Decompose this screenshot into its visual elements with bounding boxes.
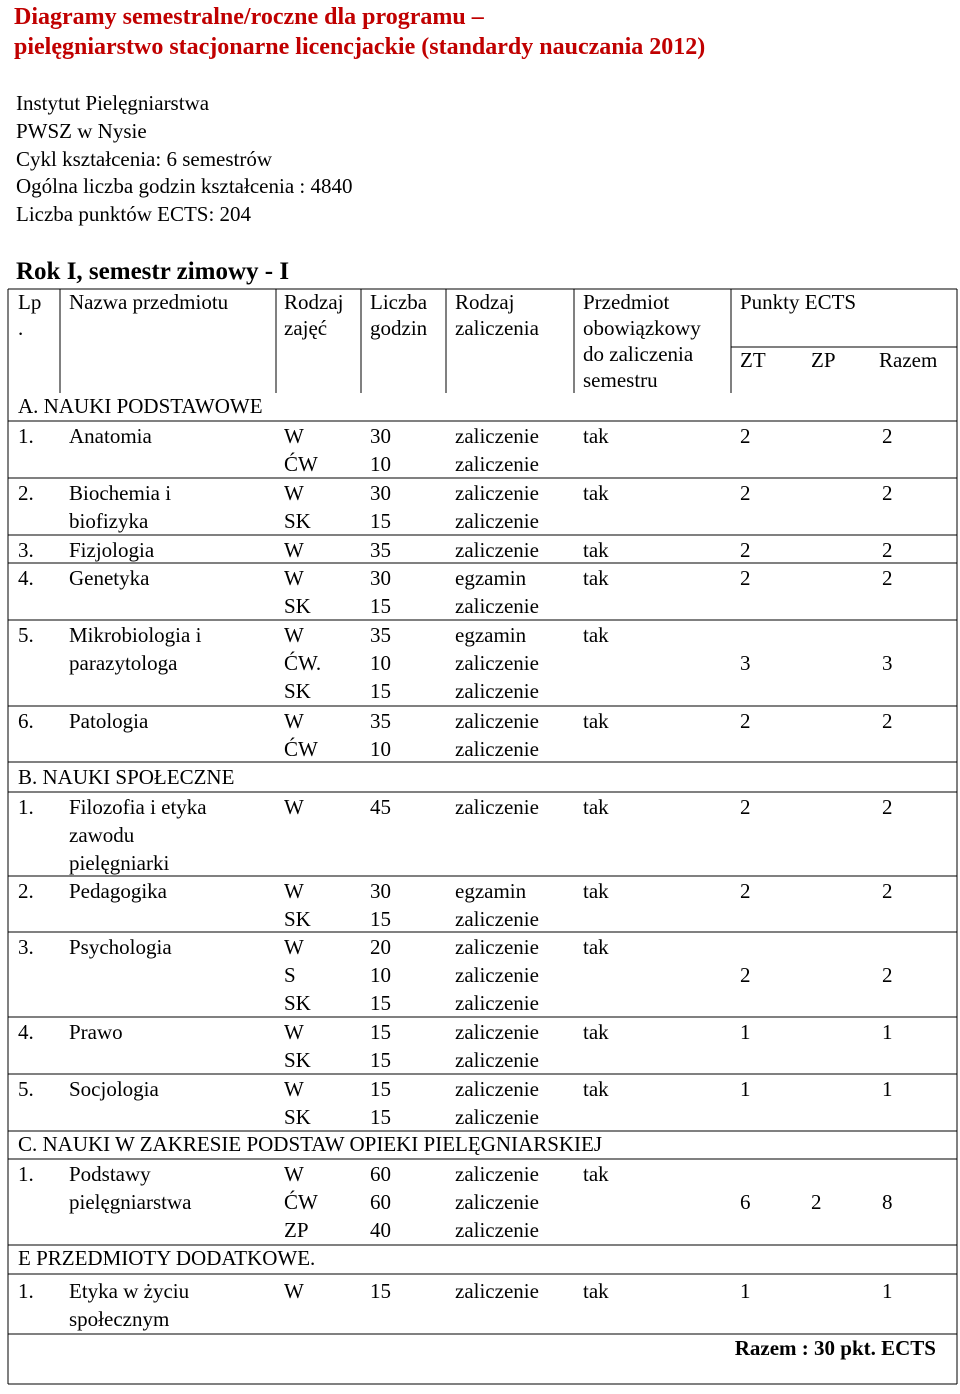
class-type: W <box>284 538 304 562</box>
row-lp: 6. <box>18 709 34 733</box>
subject-name: Anatomia <box>69 424 152 448</box>
hours-value: 60 <box>370 1189 391 1214</box>
ects-zt: 2 <box>740 709 751 733</box>
mandatory-value: tak <box>583 424 609 448</box>
credit-type: zaliczenie <box>455 1217 539 1242</box>
semester-heading: Rok I, semestr zimowy - I <box>16 258 290 285</box>
ects-razem: 8 <box>882 1189 893 1214</box>
ects-razem: 1 <box>882 1020 893 1044</box>
ects-razem: 2 <box>882 879 893 903</box>
class-type: W <box>284 795 304 819</box>
hours-value: 15 <box>370 593 391 618</box>
subject-name: biofizyka <box>69 508 149 533</box>
hours-value: 10 <box>370 736 391 761</box>
info-cycle: Cykl kształcenia: 6 semestrów <box>16 146 273 171</box>
ects-razem: 2 <box>882 709 893 733</box>
ects-zt: 2 <box>740 481 751 505</box>
header-razem: Razem <box>879 348 938 372</box>
ects-razem: 2 <box>882 795 893 819</box>
title-line-2: pielęgniarstwo stacjonarne licencjackie (standardy nauczania 2012) <box>14 34 706 60</box>
class-type: SK <box>284 593 311 618</box>
credit-type: zaliczenie <box>455 795 539 819</box>
header-type: zajęć <box>284 316 328 340</box>
row-lp: 1. <box>18 424 34 448</box>
mandatory-value: tak <box>583 623 609 647</box>
class-type: SK <box>284 990 311 1015</box>
ects-razem: 1 <box>882 1279 893 1303</box>
class-type: W <box>284 1077 304 1101</box>
hours-value: 15 <box>370 990 391 1015</box>
subject-name: społecznym <box>69 1306 170 1331</box>
header-mandatory: Przedmiot <box>583 290 670 314</box>
credit-type: zaliczenie <box>455 935 539 959</box>
mandatory-value: tak <box>583 538 609 562</box>
row-lp: 2. <box>18 879 34 903</box>
class-type: W <box>284 481 304 505</box>
ects-zp: 2 <box>811 1189 822 1214</box>
subject-name: Prawo <box>69 1020 123 1044</box>
header-lp: Lp <box>18 290 42 314</box>
credit-type: egzamin <box>455 879 527 903</box>
credit-type: zaliczenie <box>455 678 539 703</box>
subject-name: Fizjologia <box>69 538 155 562</box>
credit-type: zaliczenie <box>455 508 539 533</box>
hours-value: 20 <box>370 935 391 959</box>
ects-zt: 3 <box>740 650 751 675</box>
info-institute: Instytut Pielęgniarstwa <box>16 91 210 115</box>
mandatory-value: tak <box>583 709 609 733</box>
class-type: SK <box>284 1104 311 1129</box>
row-lp: 4. <box>18 566 34 590</box>
row-lp: 5. <box>18 1077 34 1101</box>
hours-value: 35 <box>370 623 391 647</box>
hours-value: 10 <box>370 962 391 987</box>
hours-value: 40 <box>370 1217 391 1242</box>
class-type: SK <box>284 678 311 703</box>
mandatory-value: tak <box>583 879 609 903</box>
ects-zt: 6 <box>740 1189 751 1214</box>
subject-name: Biochemia i <box>69 481 172 505</box>
class-type: ĆW <box>284 1189 318 1214</box>
mandatory-value: tak <box>583 481 609 505</box>
row-lp: 1. <box>18 795 34 819</box>
section-heading: A. NAUKI PODSTAWOWE <box>18 394 263 418</box>
ects-razem: 2 <box>882 424 893 448</box>
header-hours: Liczba <box>370 290 428 314</box>
ects-zt: 2 <box>740 424 751 448</box>
class-type: W <box>284 424 304 448</box>
class-type: ĆW <box>284 736 318 761</box>
class-type: W <box>284 566 304 590</box>
credit-type: zaliczenie <box>455 990 539 1015</box>
class-type: W <box>284 935 304 959</box>
row-lp: 2. <box>18 481 34 505</box>
row-lp: 5. <box>18 623 34 647</box>
ects-zt: 1 <box>740 1077 751 1101</box>
hours-value: 15 <box>370 1279 391 1303</box>
hours-value: 35 <box>370 709 391 733</box>
subject-name: Pedagogika <box>69 879 167 903</box>
subject-name: Psychologia <box>69 935 172 959</box>
class-type: W <box>284 1279 304 1303</box>
credit-type: zaliczenie <box>455 451 539 476</box>
info-ects: Liczba punktów ECTS: 204 <box>16 202 252 227</box>
class-type: SK <box>284 906 311 931</box>
credit-type: zaliczenie <box>455 481 539 505</box>
info-total-hours: Ogólna liczba godzin kształcenia : 4840 <box>16 174 353 199</box>
ects-razem: 2 <box>882 538 893 562</box>
header-ects: Punkty ECTS <box>740 290 857 314</box>
hours-value: 15 <box>370 1104 391 1129</box>
subject-name: Patologia <box>69 709 149 733</box>
section-heading: E PRZEDMIOTY DODATKOWE. <box>18 1246 316 1270</box>
credit-type: zaliczenie <box>455 1162 539 1186</box>
class-type: ZP <box>284 1217 309 1242</box>
class-type: ĆW <box>284 451 318 476</box>
hours-value: 30 <box>370 481 391 505</box>
header-mandatory: semestru <box>583 368 658 392</box>
class-type: W <box>284 879 304 903</box>
class-type: W <box>284 709 304 733</box>
header-hours: godzin <box>370 316 428 340</box>
ects-zt: 2 <box>740 962 751 987</box>
ects-total: Razem : 30 pkt. ECTS <box>734 1336 936 1360</box>
header-zp: ZP <box>811 348 836 372</box>
ects-zt: 1 <box>740 1279 751 1303</box>
header-lp: . <box>18 316 24 340</box>
hours-value: 15 <box>370 1077 391 1101</box>
ects-razem: 3 <box>882 650 893 675</box>
header-credit: Rodzaj <box>455 290 515 314</box>
ects-razem: 2 <box>882 481 893 505</box>
class-type: SK <box>284 508 311 533</box>
header-type: Rodzaj <box>284 290 344 314</box>
subject-name: Genetyka <box>69 566 150 590</box>
class-type: SK <box>284 1047 311 1072</box>
credit-type: zaliczenie <box>455 650 539 675</box>
hours-value: 60 <box>370 1162 391 1186</box>
subject-name: Etyka w życiu <box>69 1279 190 1303</box>
credit-type: zaliczenie <box>455 1020 539 1044</box>
row-lp: 4. <box>18 1020 34 1044</box>
hours-value: 15 <box>370 1020 391 1044</box>
class-type: W <box>284 1020 304 1044</box>
header-zt: ZT <box>740 348 766 372</box>
row-lp: 3. <box>18 935 34 959</box>
header-mandatory: do zaliczenia <box>583 342 694 366</box>
credit-type: zaliczenie <box>455 593 539 618</box>
credit-type: zaliczenie <box>455 1077 539 1101</box>
ects-zt: 2 <box>740 566 751 590</box>
ects-zt: 2 <box>740 795 751 819</box>
header-name: Nazwa przedmiotu <box>69 290 229 314</box>
hours-value: 15 <box>370 906 391 931</box>
hours-value: 10 <box>370 451 391 476</box>
ects-razem: 2 <box>882 566 893 590</box>
hours-value: 45 <box>370 795 391 819</box>
mandatory-value: tak <box>583 1020 609 1044</box>
ects-razem: 1 <box>882 1077 893 1101</box>
mandatory-value: tak <box>583 795 609 819</box>
hours-value: 15 <box>370 1047 391 1072</box>
hours-value: 10 <box>370 650 391 675</box>
class-type: ĆW. <box>284 650 322 675</box>
subject-name: Mikrobiologia i <box>69 623 202 647</box>
row-lp: 1. <box>18 1162 34 1186</box>
ects-zt: 2 <box>740 538 751 562</box>
hours-value: 30 <box>370 566 391 590</box>
mandatory-value: tak <box>583 1279 609 1303</box>
class-type: W <box>284 623 304 647</box>
header-mandatory: obowiązkowy <box>583 316 701 340</box>
credit-type: zaliczenie <box>455 736 539 761</box>
subject-name: Filozofia i etyka <box>69 795 207 819</box>
credit-type: zaliczenie <box>455 424 539 448</box>
credit-type: egzamin <box>455 566 527 590</box>
hours-value: 35 <box>370 538 391 562</box>
mandatory-value: tak <box>583 935 609 959</box>
hours-value: 30 <box>370 424 391 448</box>
credit-type: zaliczenie <box>455 1279 539 1303</box>
credit-type: zaliczenie <box>455 1104 539 1129</box>
hours-value: 30 <box>370 879 391 903</box>
hours-value: 15 <box>370 678 391 703</box>
class-type: S <box>284 962 296 987</box>
ects-zt: 2 <box>740 879 751 903</box>
header-credit: zaliczenia <box>455 316 539 340</box>
mandatory-value: tak <box>583 1077 609 1101</box>
row-lp: 1. <box>18 1279 34 1303</box>
subject-name: parazytologa <box>69 650 178 675</box>
subject-name: pielęgniarstwa <box>69 1189 192 1214</box>
row-lp: 3. <box>18 538 34 562</box>
credit-type: zaliczenie <box>455 1189 539 1214</box>
title-line-1: Diagramy semestralne/roczne dla programu – <box>14 4 484 30</box>
ects-razem: 2 <box>882 962 893 987</box>
ects-zt: 1 <box>740 1020 751 1044</box>
section-heading: C. NAUKI W ZAKRESIE PODSTAW OPIEKI PIELĘGNIARSKIEJ <box>18 1132 603 1156</box>
credit-type: zaliczenie <box>455 1047 539 1072</box>
subject-name: pielęgniarki <box>69 850 170 875</box>
credit-type: zaliczenie <box>455 538 539 562</box>
credit-type: zaliczenie <box>455 709 539 733</box>
subject-name: Podstawy <box>69 1162 151 1186</box>
subject-name: zawodu <box>69 822 135 847</box>
credit-type: egzamin <box>455 623 527 647</box>
credit-type: zaliczenie <box>455 962 539 987</box>
info-school: PWSZ w Nysie <box>16 118 147 143</box>
class-type: W <box>284 1162 304 1186</box>
mandatory-value: tak <box>583 566 609 590</box>
section-heading: B. NAUKI SPOŁECZNE <box>18 765 235 789</box>
credit-type: zaliczenie <box>455 906 539 931</box>
mandatory-value: tak <box>583 1162 609 1186</box>
hours-value: 15 <box>370 508 391 533</box>
subject-name: Socjologia <box>69 1077 159 1101</box>
